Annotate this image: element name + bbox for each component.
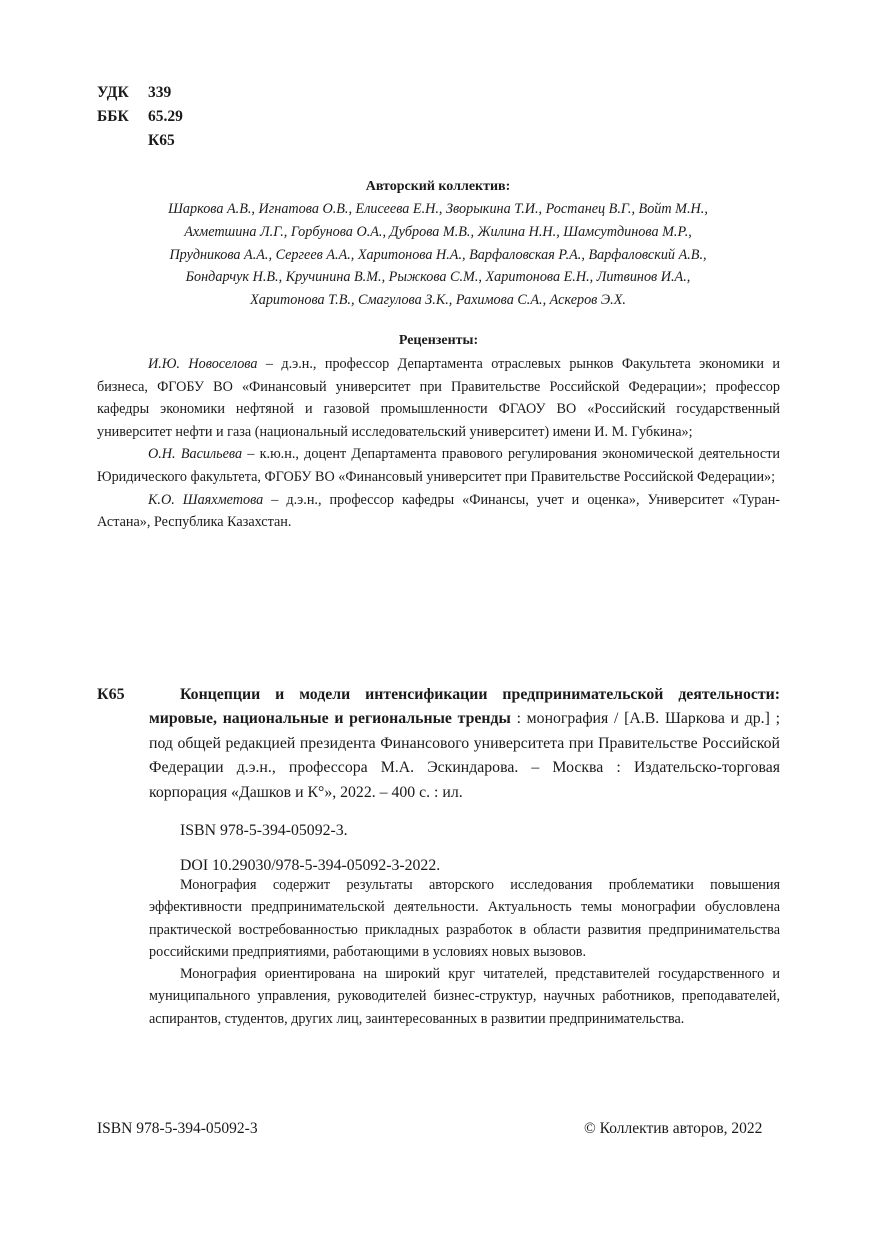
entry-code: К65 — [97, 686, 125, 703]
code-label: УДК — [97, 84, 129, 101]
footer-copyright: © Коллектив авторов, 2022 — [584, 1120, 763, 1137]
book-description: : монография / [А.В. Шаркова и др.] ; под общей редакцией президента Финансового университета при Правительстве Российской Федерации д.э.н., профессора М.А. Эскиндарова. – Москва : Издательско-торговая корпорация «Дашков и К°», 2022. – 400 с. : ил. — [149, 710, 780, 801]
udk-row — [97, 81, 183, 105]
author-mark-row — [97, 129, 183, 153]
reviewer-item — [97, 443, 780, 488]
footer-isbn: ISBN 978-5-394-05092-3 — [97, 1120, 258, 1137]
bbk-row — [97, 105, 183, 129]
code-value: 339 — [148, 84, 172, 101]
reviewer-name: И.Ю. Новоселова — [148, 356, 258, 372]
classification-codes — [97, 81, 183, 153]
reviewer-name: О.Н. Васильева — [148, 446, 243, 463]
reviewer-description: – к.ю.н., доцент Департамента правового регулирования экономической деятельности Юридического факультета, ФГОБУ ВО «Финансовый университет при Правительстве Российской Федерации»; — [97, 446, 780, 485]
reviewers-list — [97, 353, 780, 534]
reviewer-name: К.О. Шаяхметова — [148, 491, 264, 508]
authors-line: Шаркова А.В., Игнатова О.В., Елисеева Е.Н., Зворыкина Т.И., Ростанец В.Г., Войт М.Н., — [168, 201, 708, 217]
reviewer-item — [97, 489, 780, 534]
code-value: К65 — [148, 132, 175, 149]
book-title: Концепции и модели интенсификации предпринимательской деятельности: мировые, национальные и региональные тренды — [149, 686, 780, 728]
authors-block — [100, 177, 776, 312]
catalog-entry — [97, 683, 780, 879]
reviewers-heading: Рецензенты: — [398, 333, 479, 348]
abstract-paragraph: Монография ориентирована на широкий круг читателей, представителей государственного и муниципального управления, руководителей бизнес-структур, научных работников, преподавателей, аспирантов, студентов, других лиц, заинтересованных в развитии предпринимательства. — [149, 966, 780, 1027]
code-label: ББК — [97, 108, 129, 125]
reviewer-item — [97, 353, 780, 443]
code-label — [97, 129, 148, 153]
authors-heading: Авторский коллектив: — [365, 179, 511, 194]
authors-line: Харитонова Т.В., Смагулова З.К., Рахимова С.А., Аскеров Э.Х. — [250, 292, 626, 309]
reviewers-block — [97, 331, 780, 534]
abstract — [149, 874, 780, 1030]
authors-line: Ахметшина Л.Г., Горбунова О.А., Дуброва М.В., Жилина Н.Н., Шамсутдинова М.Р., — [184, 223, 692, 240]
entry-isbn: ISBN 978-5-394-05092-3. — [180, 822, 348, 840]
abstract-paragraph: Монография содержит результаты авторского исследования проблематики повышения эффективности предпринимательской деятельности. Актуальность темы монографии обусловлена практической востребованностью прикладных разработок в области развития предпринимательства российскими предприятиями, работающими в условиях новых вызовов. — [149, 877, 780, 960]
code-value: 65.29 — [148, 108, 183, 125]
authors-line: Бондарчук Н.В., Кручинина В.М., Рыжкова С.М., Харитонова Е.Н., Литвинов И.А., — [185, 269, 691, 286]
bibliographic-record — [149, 683, 780, 805]
reviewer-description: – д.э.н., профессор кафедры «Финансы, учет и оценка», Университет «Туран-Астана», Республика Казахстан. — [97, 491, 781, 531]
authors-line: Прудникова А.А., Сергеев А.А., Харитонова Н.А., Варфаловская Р.А., Варфаловский А.В., — [169, 246, 707, 263]
reviewer-description: – д.э.н., профессор Департамента отраслевых рынков Факультета экономики и бизнеса, ФГОБУ ВО «Финансовый университет при Правительстве Российской Федерации»; профессор кафедры экономики нефтяной и газовой промышленности ФГАОУ ВО «Российский государственный университет нефти и газа (национальный исследовательский университет) имени И. М. Губкина»; — [97, 356, 780, 440]
entry-body — [149, 683, 780, 879]
authors-list — [100, 198, 776, 312]
entry-doi: DOI 10.29030/978-5-394-05092-3-2022. — [180, 857, 441, 875]
